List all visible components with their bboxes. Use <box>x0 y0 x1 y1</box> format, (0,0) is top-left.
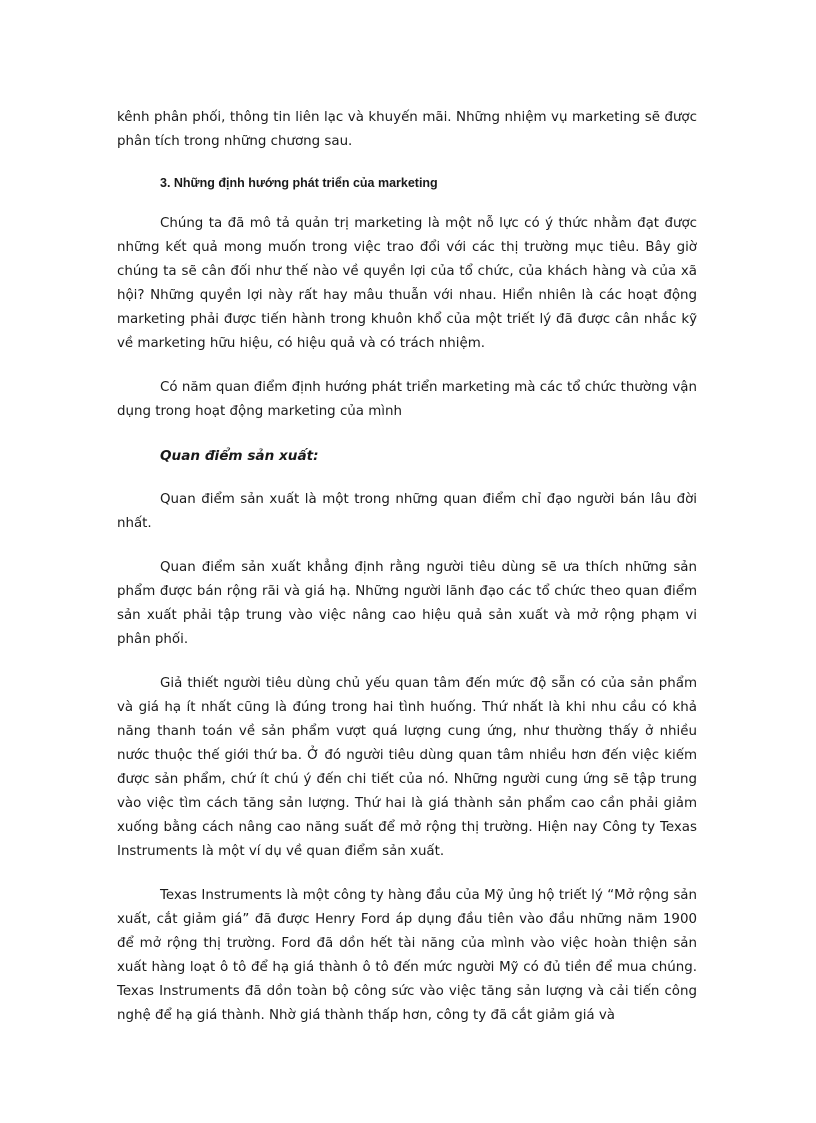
section-heading: 3. Những định hướng phát triển của marketing <box>160 176 438 190</box>
paragraph-2: Có năm quan điểm định hướng phát triển marketing mà các tổ chức thường vận dụng trong hoạt động marketing của mình <box>117 380 697 419</box>
paragraph-3: Quan điểm sản xuất là một trong những quan điểm chỉ đạo người bán lâu đời nhất. <box>117 492 697 531</box>
paragraph-1: Chúng ta đã mô tả quản trị marketing là một nỗ lực có ý thức nhằm đạt được những kết quả mong muốn trong việc trao đổi với các thị trường mục tiêu. Bây giờ chúng ta sẽ cân đối như thế nào về quyền lợi của tổ chức, của khách hàng và của xã hội? Những quyền lợi này rất hay mâu thuẫn với nhau. Hiển nhiên là các hoạt động marketing phải được tiến hành trong khuôn khổ của một triết lý đã được cân nhắc kỹ về marketing hữu hiệu, có hiệu quả và có trách nhiệm. <box>117 216 697 351</box>
paragraph-5: Giả thiết người tiêu dùng chủ yếu quan tâm đến mức độ sẵn có của sản phẩm và giá hạ ít nhất cũng là đúng trong hai tình huống. Thứ nhất là khi nhu cầu có khả năng thanh toán về sản phẩm vượt quá lượng cung ứng, như thường thấy ở nhiều nước thuộc thế giới thứ ba. Ở đó người tiêu dùng quan tâm nhiều hơn đến việc kiếm được sản phẩm, chứ ít chú ý đến chi tiết của nó. Những người cung ứng sẽ tập trung vào việc tìm cách tăng sản lượng. Thứ hai là giá thành sản phẩm cao cần phải giảm xuống bằng cách nâng cao năng suất để mở rộng thị trường. Hiện nay Công ty Texas Instruments là một ví dụ về quan điểm sản xuất. <box>117 676 697 859</box>
subsection-heading: Quan điểm sản xuất: <box>160 448 319 464</box>
paragraph-intro: kênh phân phối, thông tin liên lạc và khuyến mãi. Những nhiệm vụ marketing sẽ được phân tích trong những chương sau. <box>117 110 697 149</box>
paragraph-4: Quan điểm sản xuất khẳng định rằng người tiêu dùng sẽ ưa thích những sản phẩm được bán rộng rãi và giá hạ. Những người lãnh đạo các tổ chức theo quan điểm sản xuất phải tập trung vào việc nâng cao hiệu quả sản xuất và mở rộng phạm vi phân phối. <box>117 560 697 647</box>
document-page <box>117 106 697 1028</box>
paragraph-6: Texas Instruments là một công ty hàng đầu của Mỹ ủng hộ triết lý “Mở rộng sản xuất, cắt giảm giá” đã được Henry Ford áp dụng đầu tiên vào đầu những năm 1900 để mở rộng thị trường. Ford đã dồn hết tài năng của mình vào việc hoàn thiện sản xuất hàng loạt ô tô để hạ giá thành ô tô đến mức người Mỹ có đủ tiền để mua chúng. Texas Instruments đã dồn toàn bộ công sức vào việc tăng sản lượng và cải tiến công nghệ để hạ giá thành. Nhờ giá thành thấp hơn, công ty đã cắt giảm giá và <box>117 888 697 1023</box>
